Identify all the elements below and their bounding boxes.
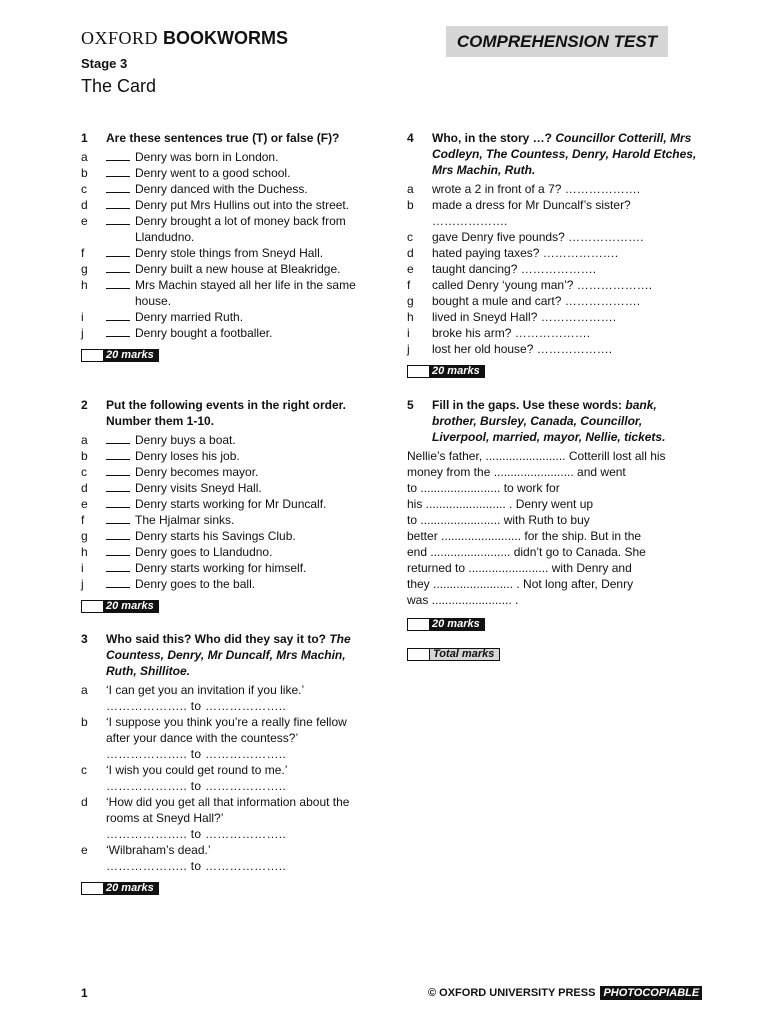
score-field[interactable] [81, 600, 103, 613]
gap-fill-line: they ........................ . Not long after, Denry [407, 577, 634, 591]
item-quote: ‘I suppose you think you’re a really fine fellow after your dance with the countess?’ [106, 715, 347, 745]
list-item [81, 213, 371, 245]
item-letter: d [81, 198, 88, 212]
item-letter: h [407, 310, 414, 324]
list-item [407, 245, 697, 261]
marks-label: 20 marks [103, 882, 159, 895]
item-text: Denry starts working for himself. [135, 561, 307, 575]
item-text: Denry goes to the ball. [135, 577, 256, 591]
marks-label: 20 marks [429, 618, 485, 631]
question-5 [407, 397, 697, 661]
item-letter: a [81, 150, 88, 164]
question-items [81, 149, 371, 341]
answer-blank[interactable] [106, 325, 130, 337]
answer-blank[interactable] [106, 480, 130, 492]
list-item [81, 309, 371, 325]
item-quote: ‘I wish you could get round to me.’ [106, 763, 288, 777]
question-number: 2 [81, 398, 88, 412]
item-letter: d [81, 795, 88, 809]
list-item [81, 842, 371, 874]
list-item [407, 341, 697, 357]
answer-line[interactable]: ……………….. to ……………….. [106, 859, 287, 873]
item-letter: d [81, 481, 88, 495]
item-letter: b [81, 449, 88, 463]
item-text: Denry visits Sneyd Hall. [135, 481, 262, 495]
list-item [407, 181, 697, 197]
item-text: Mrs Machin stayed all her life in the same house. [135, 278, 356, 308]
question-word-list: bank, brother, Bursley, Canada, Councillor, Liverpool, married, mayor, Nellie, tickets. [432, 398, 666, 444]
list-item [81, 165, 371, 181]
score-field[interactable] [407, 365, 429, 378]
item-letter: i [81, 310, 84, 324]
question-title: Are these sentences true (T) or false (F)? [106, 131, 340, 145]
question-items [407, 181, 697, 357]
gap-fill-line: end ........................ didn’t go to Canada. She [407, 545, 646, 559]
item-letter: c [81, 182, 87, 196]
item-text: bought a mule and cart? ………………. [432, 294, 641, 308]
item-text: Denry put Mrs Hullins out into the street. [135, 198, 350, 212]
gap-fill-paragraph [407, 448, 697, 608]
question-title [432, 398, 665, 444]
list-item [407, 261, 697, 277]
score-field[interactable] [81, 349, 103, 362]
item-letter: e [81, 214, 88, 228]
list-item [81, 197, 371, 213]
list-item [81, 762, 371, 794]
answer-blank[interactable] [106, 197, 130, 209]
question-title-text: Who, in the story …? [432, 131, 552, 145]
gap-fill-line: was ........................ . [407, 593, 519, 607]
marks-label: 20 marks [103, 349, 159, 362]
question-number: 3 [81, 632, 88, 646]
list-item [407, 197, 697, 229]
item-quote: ‘How did you get all that information about the rooms at Sneyd Hall?’ [106, 795, 350, 825]
item-text: Denry brought a lot of money back from Llandudno. [135, 214, 346, 244]
question-heading [407, 397, 697, 445]
list-item [81, 576, 371, 592]
item-text: taught dancing? ………………. [432, 262, 597, 276]
answer-blank[interactable] [106, 576, 130, 588]
item-text: Denry was born in London. [135, 150, 279, 164]
test-type-banner: COMPREHENSION TEST [446, 26, 668, 57]
marks-label: 20 marks [103, 600, 159, 613]
item-letter: e [81, 497, 88, 511]
gap-fill-line: money from the ........................ and went [407, 465, 626, 479]
gap-fill-line: returned to ........................ with Denry and [407, 561, 632, 575]
list-item [81, 325, 371, 341]
list-item [81, 714, 371, 762]
item-quote: ‘I can get you an invitation if you like.’ [106, 683, 305, 697]
answer-blank[interactable] [106, 464, 130, 476]
answer-blank[interactable] [106, 512, 130, 524]
item-text: made a dress for Mr Duncalf’s sister? ………………. [432, 198, 631, 228]
item-letter: g [407, 294, 414, 308]
answer-line[interactable]: ……………….. to ……………….. [106, 699, 287, 713]
question-1 [81, 130, 371, 362]
answer-line[interactable]: ……………….. to ……………….. [106, 779, 287, 793]
question-heading [81, 631, 371, 679]
list-item [81, 544, 371, 560]
gap-fill-line: better ........................ for the ship. But in the [407, 529, 642, 543]
total-score-field[interactable] [407, 648, 429, 661]
item-letter: j [81, 577, 84, 591]
question-2 [81, 397, 371, 613]
item-text: wrote a 2 in front of a 7? ………………. [432, 182, 641, 196]
marks-label: 20 marks [429, 365, 485, 378]
list-item [81, 496, 371, 512]
item-text: Denry went to a good school. [135, 166, 291, 180]
question-heading [81, 397, 371, 429]
list-item [81, 277, 371, 309]
question-title: Put the following events in the right order. Number them 1-10. [106, 398, 347, 428]
question-items [81, 682, 371, 874]
list-item [407, 309, 697, 325]
marks-box [81, 600, 371, 613]
answer-blank[interactable] [106, 165, 130, 177]
item-text: gave Denry five pounds? ………………. [432, 230, 644, 244]
question-number: 4 [407, 131, 414, 145]
list-item [81, 261, 371, 277]
answer-line[interactable]: ……………….. to ……………….. [106, 747, 287, 761]
question-title [432, 131, 696, 177]
score-field[interactable] [407, 618, 429, 631]
item-text: broke his arm? ………………. [432, 326, 591, 340]
item-letter: b [407, 198, 414, 212]
list-item [407, 325, 697, 341]
question-names: Councillor Cotterill, Mrs Codleyn, The Countess, Denry, Harold Etches, Mrs Machin, Ruth. [432, 131, 697, 177]
list-item [407, 277, 697, 293]
item-letter: g [81, 262, 88, 276]
list-item [81, 245, 371, 261]
question-number: 5 [407, 398, 414, 412]
list-item [407, 293, 697, 309]
page-title: The Card [81, 76, 157, 96]
list-item [81, 794, 371, 842]
item-text: Denry stole things from Sneyd Hall. [135, 246, 324, 260]
brand-oxford: OXFORD [81, 28, 159, 48]
question-title-text: Who said this? Who did they say it to? [106, 632, 326, 646]
gap-fill-line: to ........................ to work for [407, 481, 560, 495]
item-quote: ‘Wilbraham’s dead.’ [106, 843, 211, 857]
photocopiable-badge: PHOTOCOPIABLE [600, 986, 702, 1000]
answer-blank[interactable] [106, 213, 130, 225]
answer-blank[interactable] [106, 149, 130, 161]
list-item [81, 682, 371, 714]
item-text: Denry buys a boat. [135, 433, 236, 447]
answer-line[interactable]: ……………….. to ……………….. [106, 827, 287, 841]
question-4 [407, 130, 697, 378]
question-title [106, 632, 351, 678]
item-letter: j [81, 326, 84, 340]
question-items [81, 432, 371, 592]
item-letter: e [407, 262, 414, 276]
item-text: Denry built a new house at Bleakridge. [135, 262, 341, 276]
item-text: Denry loses his job. [135, 449, 240, 463]
total-marks-label: Total marks [429, 648, 500, 661]
item-letter: h [81, 278, 88, 292]
marks-box [407, 618, 697, 631]
item-letter: b [81, 715, 88, 729]
item-text: The Hjalmar sinks. [135, 513, 235, 527]
item-text: lost her old house? ………………. [432, 342, 613, 356]
marks-box [81, 882, 371, 895]
item-text: Denry danced with the Duchess. [135, 182, 308, 196]
question-number: 1 [81, 131, 88, 145]
list-item [81, 149, 371, 165]
total-marks-box [407, 648, 697, 661]
item-letter: c [407, 230, 413, 244]
copyright-text: © OXFORD UNIVERSITY PRESS [428, 987, 596, 999]
question-3 [81, 631, 371, 895]
list-item [81, 181, 371, 197]
question-heading [407, 130, 697, 178]
answer-blank[interactable] [106, 560, 130, 572]
marks-box [407, 365, 697, 378]
answer-blank[interactable] [106, 448, 130, 460]
item-letter: a [81, 433, 88, 447]
item-letter: j [407, 342, 410, 356]
item-letter: a [407, 182, 414, 196]
list-item [81, 528, 371, 544]
answer-blank[interactable] [106, 432, 130, 444]
item-letter: f [81, 513, 85, 527]
question-heading [81, 130, 371, 146]
item-letter: a [81, 683, 88, 697]
item-letter: i [81, 561, 84, 575]
brand-logo [81, 28, 288, 49]
list-item [81, 480, 371, 496]
list-item [407, 229, 697, 245]
item-letter: h [81, 545, 88, 559]
gap-fill-line: Nellie’s father, ........................ Cotterill lost all his [407, 449, 666, 463]
item-text: Denry becomes mayor. [135, 465, 259, 479]
question-title-text: Fill in the gaps. Use these words: [432, 398, 623, 412]
item-text: Denry bought a footballer. [135, 326, 273, 340]
item-text: Denry starts working for Mr Duncalf. [135, 497, 327, 511]
item-text: hated paying taxes? ………………. [432, 246, 619, 260]
answer-blank[interactable] [106, 277, 130, 289]
item-letter: f [81, 246, 85, 260]
list-item [81, 560, 371, 576]
item-text: Denry married Ruth. [135, 310, 244, 324]
item-letter: g [81, 529, 88, 543]
answer-blank[interactable] [106, 544, 130, 556]
gap-fill-line: to ........................ with Ruth to buy [407, 513, 590, 527]
answer-blank[interactable] [106, 309, 130, 321]
list-item [81, 512, 371, 528]
stage-label: Stage 3 [81, 56, 128, 71]
copyright-footer [428, 986, 702, 1000]
answer-blank[interactable] [106, 496, 130, 508]
question-names: The Countess, Denry, Mr Duncalf, Mrs Machin, Ruth, Shillitoe. [106, 632, 351, 678]
score-field[interactable] [81, 882, 103, 895]
answer-blank[interactable] [106, 245, 130, 257]
item-letter: c [81, 465, 87, 479]
answer-blank[interactable] [106, 261, 130, 273]
item-letter: i [407, 326, 410, 340]
list-item [81, 448, 371, 464]
list-item [81, 464, 371, 480]
gap-fill-line: his ........................ . Denry went up [407, 497, 594, 511]
item-text: called Denry ‘young man’? ………………. [432, 278, 653, 292]
marks-box [81, 349, 371, 362]
item-text: Denry goes to Llandudno. [135, 545, 273, 559]
answer-blank[interactable] [106, 181, 130, 193]
item-letter: e [81, 843, 88, 857]
item-letter: b [81, 166, 88, 180]
item-text: lived in Sneyd Hall? ………………. [432, 310, 617, 324]
list-item [81, 432, 371, 448]
answer-blank[interactable] [106, 528, 130, 540]
item-letter: c [81, 763, 87, 777]
item-letter: d [407, 246, 414, 260]
item-text: Denry starts his Savings Club. [135, 529, 296, 543]
brand-bookworms: BOOKWORMS [163, 28, 289, 48]
page-number: 1 [81, 986, 88, 1000]
item-letter: f [407, 278, 411, 292]
